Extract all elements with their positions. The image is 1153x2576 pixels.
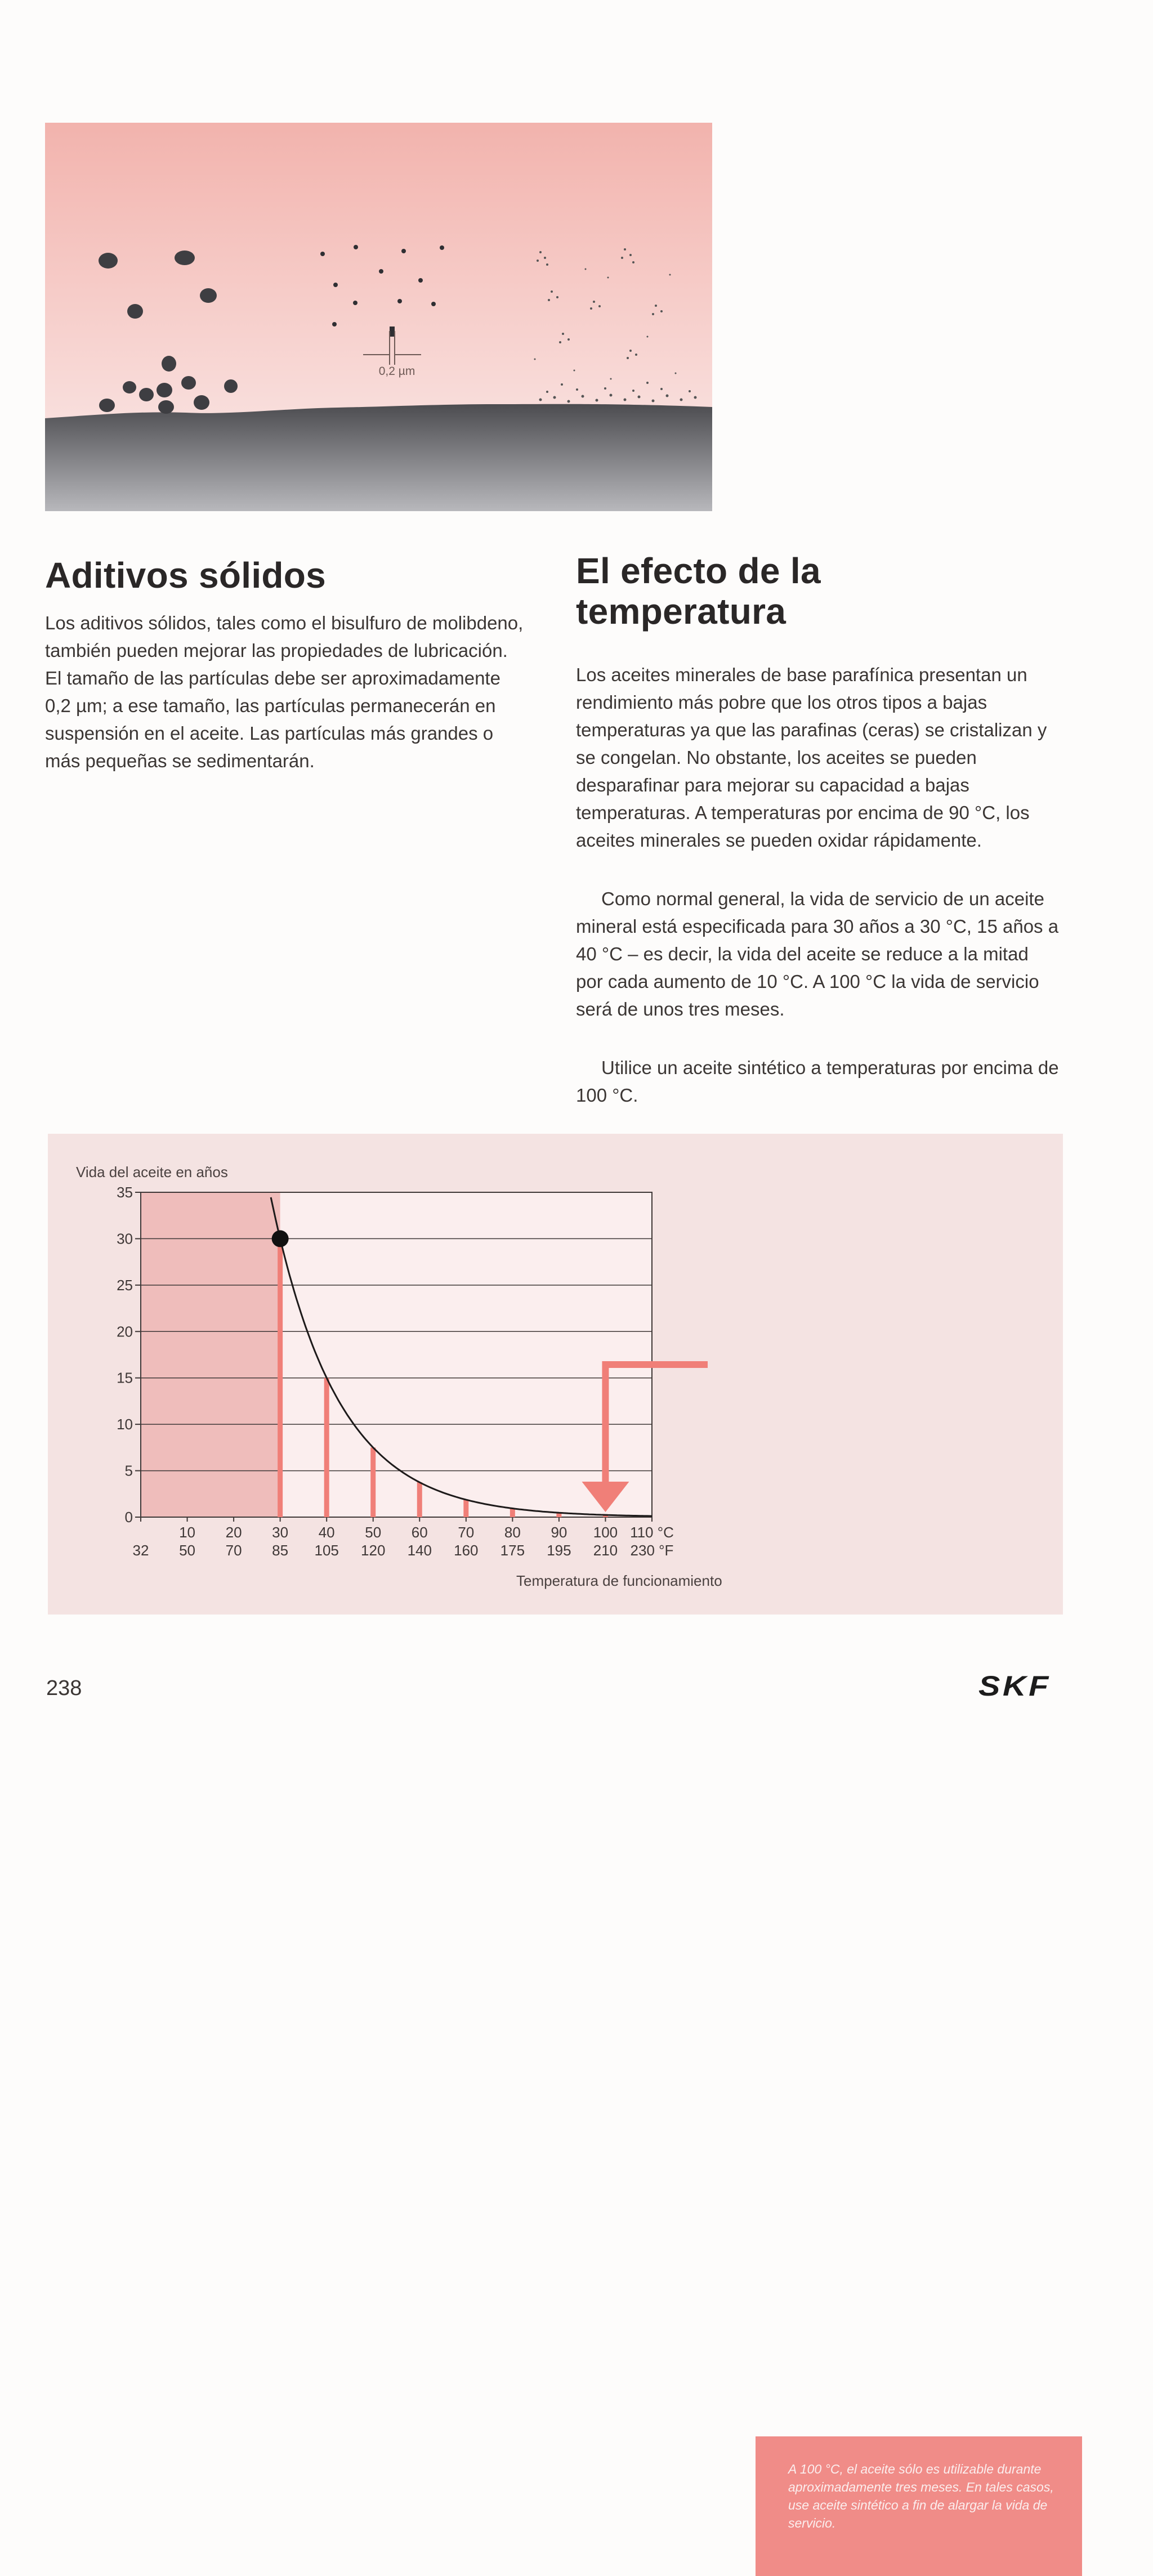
chart-canvas [48,1134,1063,1615]
x-axis-title: Temperatura de funcionamiento [516,1572,722,1589]
x-tick-label-fahrenheit: 105 [314,1542,339,1559]
x-tick-label-fahrenheit: 50 [179,1542,196,1559]
x-tick-label-fahrenheit: 210 [593,1542,618,1559]
temperature-paragraph-1: Los aceites minerales de base parafínica presentan un rendimiento más pobre que los otros tipos a bajas temperaturas ya que las parafinas (ceras) se cristalizan y se congelan. No obstante, los aceites se pueden desparafinar para mejorar su capacidad a bajas temperaturas. A temperaturas por encima de 90 °C, los aceites minerales se pueden oxidar rápidamente. [576,664,1047,851]
section-heading-solid-additives: Aditivos sólidos [45,555,327,596]
annotation-box [756,2436,1082,2576]
x-tick-label-celsius: 80 [504,1524,521,1541]
x-tick-label-celsius: 70 [458,1524,475,1541]
x-tick-label-fahrenheit: 32 [132,1542,149,1559]
x-tick-label-celsius: 100 [593,1524,618,1541]
brand-logo: SKF [978,1670,1051,1702]
highlight-point [272,1230,289,1247]
section-heading-temperature: El efecto de la temperatura [576,551,821,632]
x-tick-label-celsius: 40 [318,1524,335,1541]
solid-additives-illustration [45,123,712,511]
x-tick-label-fahrenheit: 175 [500,1542,525,1559]
x-tick-label-fahrenheit: 120 [361,1542,386,1559]
page-number: 238 [46,1676,82,1700]
x-tick-label-fahrenheit: 160 [454,1542,479,1559]
x-tick-label-celsius: 110 °C [630,1524,674,1541]
temperature-paragraph-2: Como normal general, la vida de servicio de un aceite mineral está especificada para 30 años a 30 °C, 15 años a 40 °C – es decir, la vida del aceite se reduce a la mitad por cada aumento de 10 °C. A 100 °C la vida de servicio será de unos tres meses. [576,888,1059,1019]
x-tick-label-celsius: 30 [272,1524,289,1541]
y-tick-label: 10 [117,1416,133,1433]
annotation-text: A 100 °C, el aceite sólo es utilizable durante aproximadamente tres meses. En tales casos, use aceite sintético a fin de alargar la vida de servicio. [788,2462,1054,2530]
x-tick-label-celsius: 60 [411,1524,428,1541]
x-tick-label-fahrenheit: 230 °F [630,1542,674,1559]
x-tick-label-fahrenheit: 70 [225,1542,242,1559]
x-tick-label-celsius: 10 [179,1524,196,1541]
x-tick-label-fahrenheit: 140 [407,1542,432,1559]
y-tick-label: 25 [117,1276,133,1294]
y-tick-label: 5 [124,1462,133,1479]
y-tick-label: 15 [117,1369,133,1387]
y-tick-label: 0 [124,1509,133,1526]
x-tick-label-fahrenheit: 195 [547,1542,571,1559]
y-tick-label: 35 [117,1184,133,1201]
y-tick-label: 20 [117,1323,133,1340]
solid-additives-paragraph: Los aditivos sólidos, tales como el bisulfuro de molibdeno, también pueden mejorar las propiedades de lubricación. El tamaño de las partículas debe ser aproximadamente 0,2 µm; a ese tamaño, las partículas permanecerán en suspensión en el aceite. Las partículas más grandes o más pequeñas se sedimentarán. [45,612,524,771]
x-tick-label-celsius: 90 [551,1524,567,1541]
shaded-region [141,1192,280,1517]
temperature-paragraph-3: Utilice un aceite sintético a temperaturas por encima de 100 °C. [576,1057,1059,1106]
x-tick-label-celsius: 20 [225,1524,242,1541]
scale-label: 0,2 µm [378,365,415,378]
y-tick-label: 30 [117,1230,133,1247]
x-tick-label-fahrenheit: 85 [272,1542,289,1559]
x-tick-label-celsius: 50 [365,1524,382,1541]
y-axis-title: Vida del aceite en años [76,1164,228,1180]
